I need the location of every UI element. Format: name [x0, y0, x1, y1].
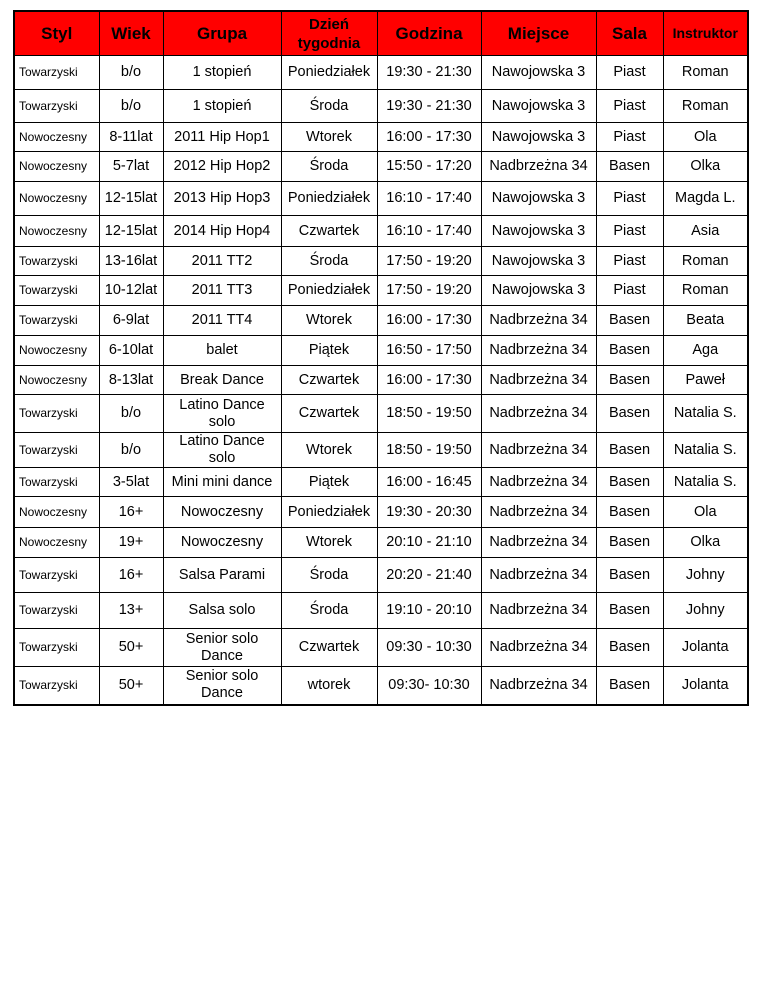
cell-instruktor: Ola — [663, 123, 748, 152]
cell-dzien: Piątek — [281, 336, 377, 366]
cell-styl: Nowoczesny — [14, 528, 99, 558]
cell-wiek: 6-9lat — [99, 306, 163, 336]
cell-dzien: Poniedziałek — [281, 276, 377, 306]
cell-styl: Nowoczesny — [14, 123, 99, 152]
cell-miejsce: Nadbrzeżna 34 — [481, 366, 596, 395]
cell-sala: Basen — [596, 629, 663, 667]
cell-grupa: 2011 TT2 — [163, 247, 281, 276]
cell-instruktor: Johny — [663, 558, 748, 593]
cell-sala: Basen — [596, 667, 663, 705]
cell-grupa: 2014 Hip Hop4 — [163, 216, 281, 247]
cell-dzien: Czwartek — [281, 216, 377, 247]
cell-grupa: 2011 Hip Hop1 — [163, 123, 281, 152]
cell-dzien: Środa — [281, 90, 377, 123]
cell-styl: Nowoczesny — [14, 216, 99, 247]
cell-styl: Towarzyski — [14, 90, 99, 123]
cell-wiek: 16+ — [99, 497, 163, 528]
cell-styl: Towarzyski — [14, 433, 99, 468]
cell-wiek: 12-15lat — [99, 182, 163, 216]
cell-instruktor: Olka — [663, 152, 748, 182]
cell-wiek: 13+ — [99, 593, 163, 629]
cell-miejsce: Nawojowska 3 — [481, 276, 596, 306]
cell-wiek: 6-10lat — [99, 336, 163, 366]
cell-instruktor: Beata — [663, 306, 748, 336]
cell-miejsce: Nadbrzeżna 34 — [481, 497, 596, 528]
cell-dzien: Czwartek — [281, 366, 377, 395]
cell-sala: Piast — [596, 247, 663, 276]
cell-instruktor: Natalia S. — [663, 395, 748, 433]
cell-styl: Towarzyski — [14, 247, 99, 276]
header-sala: Sala — [596, 11, 663, 56]
cell-grupa: Nowoczesny — [163, 528, 281, 558]
cell-miejsce: Nadbrzeżna 34 — [481, 558, 596, 593]
cell-sala: Basen — [596, 152, 663, 182]
cell-wiek: 3-5lat — [99, 468, 163, 497]
cell-wiek: 16+ — [99, 558, 163, 593]
cell-instruktor: Olka — [663, 528, 748, 558]
cell-styl: Nowoczesny — [14, 366, 99, 395]
cell-miejsce: Nadbrzeżna 34 — [481, 152, 596, 182]
cell-grupa: 1 stopień — [163, 90, 281, 123]
header-grupa: Grupa — [163, 11, 281, 56]
cell-styl: Towarzyski — [14, 468, 99, 497]
table-row — [14, 395, 748, 433]
cell-godzina: 09:30- 10:30 — [377, 667, 481, 705]
header-instruktor: Instruktor — [663, 11, 748, 56]
cell-godzina: 19:10 - 20:10 — [377, 593, 481, 629]
cell-styl: Towarzyski — [14, 56, 99, 90]
cell-instruktor: Aga — [663, 336, 748, 366]
table-row — [14, 276, 748, 306]
cell-dzien: Wtorek — [281, 433, 377, 468]
cell-dzien: Poniedziałek — [281, 56, 377, 90]
cell-sala: Basen — [596, 433, 663, 468]
cell-miejsce: Nadbrzeżna 34 — [481, 528, 596, 558]
cell-godzina: 18:50 - 19:50 — [377, 433, 481, 468]
cell-wiek: b/o — [99, 56, 163, 90]
cell-godzina: 16:10 - 17:40 — [377, 182, 481, 216]
cell-styl: Towarzyski — [14, 558, 99, 593]
cell-grupa: 2013 Hip Hop3 — [163, 182, 281, 216]
cell-dzien: Poniedziałek — [281, 497, 377, 528]
table-row — [14, 629, 748, 667]
cell-sala: Piast — [596, 216, 663, 247]
cell-miejsce: Nadbrzeżna 34 — [481, 306, 596, 336]
table-row — [14, 336, 748, 366]
table-row — [14, 90, 748, 123]
cell-instruktor: Natalia S. — [663, 468, 748, 497]
cell-sala: Basen — [596, 306, 663, 336]
cell-sala: Basen — [596, 336, 663, 366]
cell-grupa: Break Dance — [163, 366, 281, 395]
cell-styl: Nowoczesny — [14, 497, 99, 528]
cell-miejsce: Nawojowska 3 — [481, 216, 596, 247]
cell-dzien: Środa — [281, 558, 377, 593]
cell-instruktor: Johny — [663, 593, 748, 629]
table-row — [14, 528, 748, 558]
cell-sala: Basen — [596, 468, 663, 497]
cell-miejsce: Nadbrzeżna 34 — [481, 667, 596, 705]
table-row — [14, 593, 748, 629]
cell-miejsce: Nadbrzeżna 34 — [481, 629, 596, 667]
cell-styl: Towarzyski — [14, 306, 99, 336]
cell-grupa: Latino Dance solo — [163, 433, 281, 468]
cell-dzien: wtorek — [281, 667, 377, 705]
cell-sala: Piast — [596, 90, 663, 123]
cell-dzien: Wtorek — [281, 528, 377, 558]
table-row — [14, 306, 748, 336]
cell-sala: Basen — [596, 366, 663, 395]
cell-instruktor: Magda L. — [663, 182, 748, 216]
cell-godzina: 17:50 - 19:20 — [377, 276, 481, 306]
cell-godzina: 16:00 - 16:45 — [377, 468, 481, 497]
schedule-table — [13, 10, 749, 706]
cell-dzien: Środa — [281, 152, 377, 182]
cell-grupa: Senior solo Dance — [163, 629, 281, 667]
cell-miejsce: Nawojowska 3 — [481, 90, 596, 123]
table-row — [14, 123, 748, 152]
cell-instruktor: Roman — [663, 247, 748, 276]
cell-godzina: 16:00 - 17:30 — [377, 366, 481, 395]
cell-grupa: Mini mini dance — [163, 468, 281, 497]
cell-miejsce: Nawojowska 3 — [481, 182, 596, 216]
cell-wiek: 10-12lat — [99, 276, 163, 306]
cell-sala: Basen — [596, 558, 663, 593]
cell-wiek: b/o — [99, 395, 163, 433]
table-row — [14, 366, 748, 395]
cell-sala: Basen — [596, 497, 663, 528]
cell-sala: Piast — [596, 56, 663, 90]
cell-styl: Towarzyski — [14, 395, 99, 433]
cell-wiek: 8-13lat — [99, 366, 163, 395]
cell-grupa: Nowoczesny — [163, 497, 281, 528]
cell-instruktor: Ola — [663, 497, 748, 528]
cell-godzina: 18:50 - 19:50 — [377, 395, 481, 433]
cell-grupa: 2011 TT3 — [163, 276, 281, 306]
cell-godzina: 16:00 - 17:30 — [377, 306, 481, 336]
cell-dzien: Poniedziałek — [281, 182, 377, 216]
table-row — [14, 216, 748, 247]
cell-godzina: 20:20 - 21:40 — [377, 558, 481, 593]
cell-miejsce: Nawojowska 3 — [481, 123, 596, 152]
cell-wiek: 13-16lat — [99, 247, 163, 276]
table-row — [14, 56, 748, 90]
cell-sala: Piast — [596, 123, 663, 152]
cell-godzina: 20:10 - 21:10 — [377, 528, 481, 558]
cell-instruktor: Natalia S. — [663, 433, 748, 468]
cell-godzina: 16:10 - 17:40 — [377, 216, 481, 247]
cell-styl: Nowoczesny — [14, 152, 99, 182]
cell-dzien: Wtorek — [281, 123, 377, 152]
cell-wiek: 19+ — [99, 528, 163, 558]
cell-instruktor: Roman — [663, 56, 748, 90]
cell-godzina: 17:50 - 19:20 — [377, 247, 481, 276]
cell-dzien: Wtorek — [281, 306, 377, 336]
cell-grupa: 2012 Hip Hop2 — [163, 152, 281, 182]
cell-godzina: 15:50 - 17:20 — [377, 152, 481, 182]
cell-godzina: 16:50 - 17:50 — [377, 336, 481, 366]
cell-wiek: b/o — [99, 90, 163, 123]
cell-miejsce: Nadbrzeżna 34 — [481, 468, 596, 497]
cell-styl: Towarzyski — [14, 629, 99, 667]
cell-godzina: 09:30 - 10:30 — [377, 629, 481, 667]
cell-styl: Towarzyski — [14, 276, 99, 306]
cell-wiek: 50+ — [99, 629, 163, 667]
cell-instruktor: Roman — [663, 90, 748, 123]
header-godzina: Godzina — [377, 11, 481, 56]
table-row — [14, 667, 748, 705]
cell-godzina: 19:30 - 21:30 — [377, 90, 481, 123]
table-row — [14, 468, 748, 497]
cell-dzien: Środa — [281, 247, 377, 276]
header-wiek: Wiek — [99, 11, 163, 56]
cell-instruktor: Roman — [663, 276, 748, 306]
header-row — [14, 11, 748, 56]
header-dzien-tygodnia: Dzień tygodnia — [281, 11, 377, 56]
cell-miejsce: Nawojowska 3 — [481, 247, 596, 276]
cell-godzina: 16:00 - 17:30 — [377, 123, 481, 152]
cell-grupa: Salsa Parami — [163, 558, 281, 593]
cell-dzien: Piątek — [281, 468, 377, 497]
table-row — [14, 433, 748, 468]
cell-grupa: 2011 TT4 — [163, 306, 281, 336]
cell-instruktor: Jolanta — [663, 667, 748, 705]
cell-sala: Piast — [596, 182, 663, 216]
cell-miejsce: Nawojowska 3 — [481, 56, 596, 90]
cell-grupa: 1 stopień — [163, 56, 281, 90]
cell-miejsce: Nadbrzeżna 34 — [481, 336, 596, 366]
cell-styl: Nowoczesny — [14, 182, 99, 216]
cell-dzien: Środa — [281, 593, 377, 629]
cell-godzina: 19:30 - 21:30 — [377, 56, 481, 90]
cell-wiek: b/o — [99, 433, 163, 468]
cell-styl: Towarzyski — [14, 593, 99, 629]
cell-instruktor: Paweł — [663, 366, 748, 395]
table-row — [14, 247, 748, 276]
cell-grupa: Senior solo Dance — [163, 667, 281, 705]
cell-miejsce: Nadbrzeżna 34 — [481, 395, 596, 433]
cell-styl: Nowoczesny — [14, 336, 99, 366]
cell-dzien: Czwartek — [281, 629, 377, 667]
cell-grupa: balet — [163, 336, 281, 366]
cell-sala: Piast — [596, 276, 663, 306]
cell-grupa: Salsa solo — [163, 593, 281, 629]
table-row — [14, 558, 748, 593]
cell-instruktor: Asia — [663, 216, 748, 247]
cell-sala: Basen — [596, 528, 663, 558]
cell-wiek: 50+ — [99, 667, 163, 705]
cell-miejsce: Nadbrzeżna 34 — [481, 433, 596, 468]
table-row — [14, 497, 748, 528]
cell-sala: Basen — [596, 593, 663, 629]
cell-dzien: Czwartek — [281, 395, 377, 433]
cell-godzina: 19:30 - 20:30 — [377, 497, 481, 528]
cell-styl: Towarzyski — [14, 667, 99, 705]
header-styl: Styl — [14, 11, 99, 56]
cell-sala: Basen — [596, 395, 663, 433]
table-row — [14, 182, 748, 216]
cell-wiek: 12-15lat — [99, 216, 163, 247]
header-miejsce: Miejsce — [481, 11, 596, 56]
cell-grupa: Latino Dance solo — [163, 395, 281, 433]
cell-instruktor: Jolanta — [663, 629, 748, 667]
table-row — [14, 152, 748, 182]
cell-miejsce: Nadbrzeżna 34 — [481, 593, 596, 629]
cell-wiek: 5-7lat — [99, 152, 163, 182]
cell-wiek: 8-11lat — [99, 123, 163, 152]
